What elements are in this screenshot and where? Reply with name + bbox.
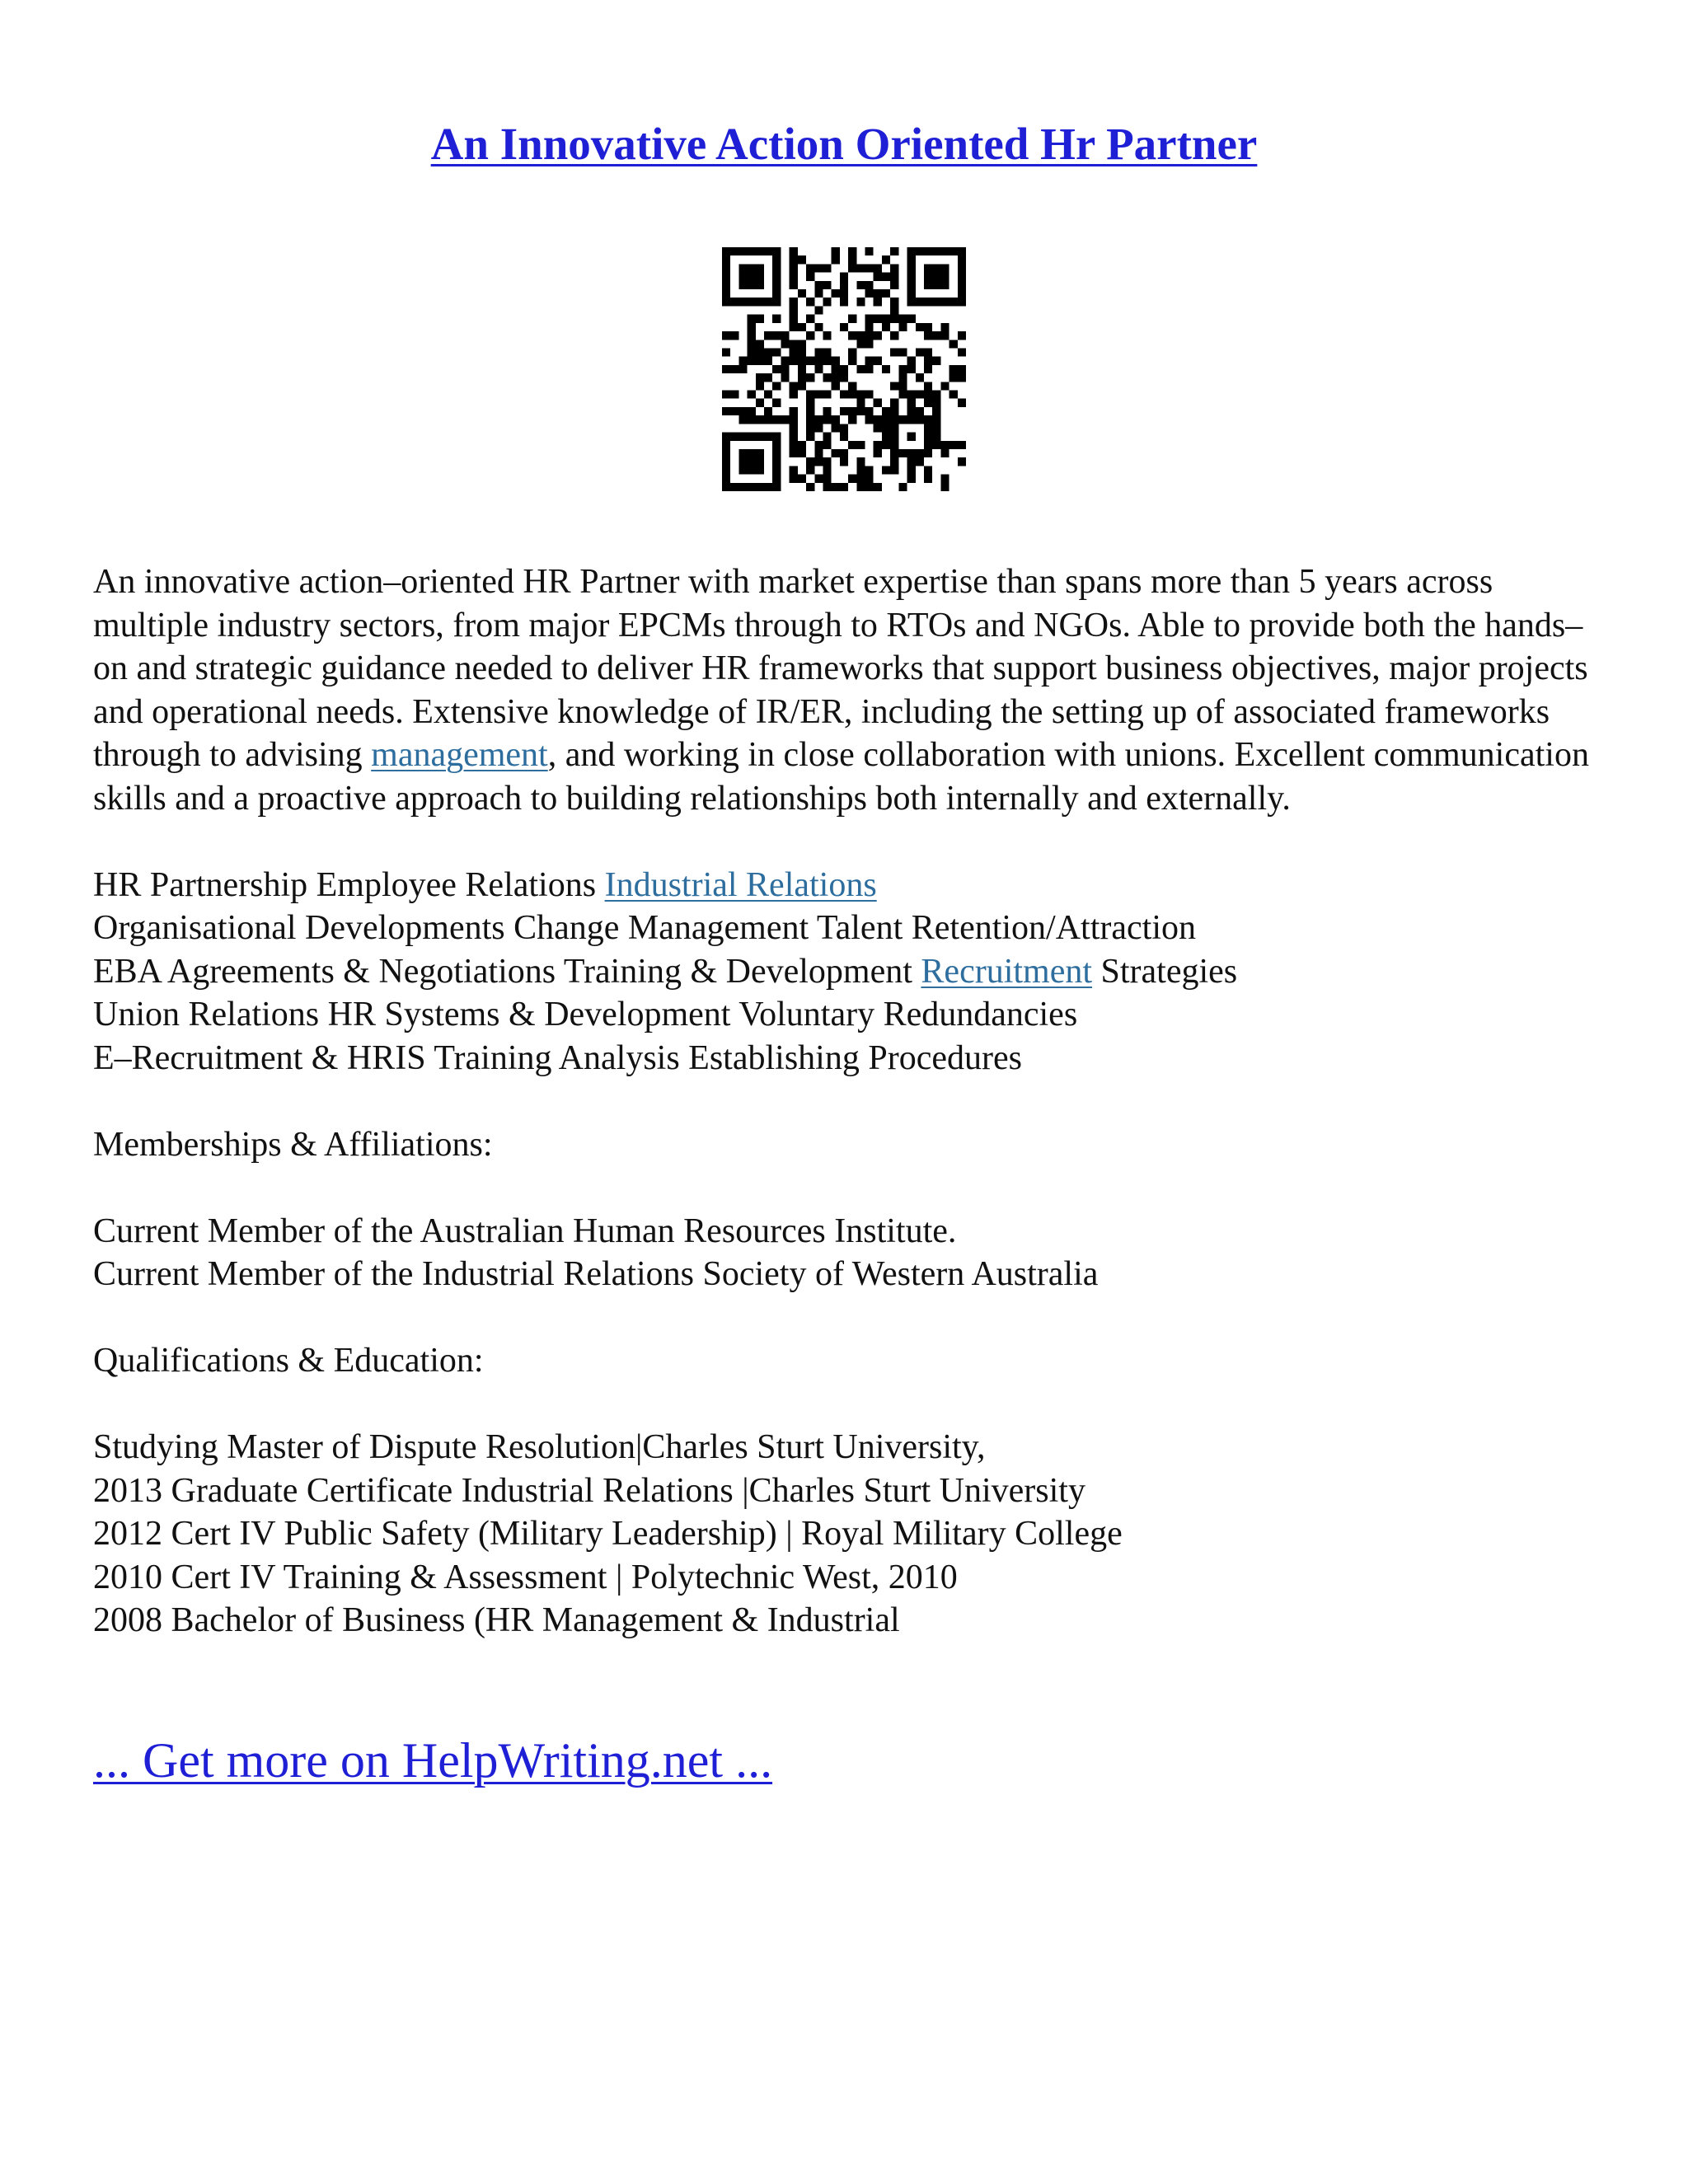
industrial-relations-link[interactable]: Industrial Relations	[604, 865, 877, 904]
skills-text-end: Strategies	[1092, 952, 1238, 991]
skills-line-2: Organisational Developments Change Management Talent Retention/Attraction	[93, 909, 1196, 947]
summary-text-end: , and working in close collaboration with unions. Excellent communication skills and a proactive approach to building relationships both internally and externally.	[93, 736, 1589, 818]
spacer	[93, 1166, 1601, 1210]
skills-line-5: E–Recruitment & HRIS Training Analysis Establishing Procedures	[93, 1038, 1022, 1077]
membership-item: Current Member of the Industrial Relations Society of Western Australia	[93, 1255, 1099, 1293]
qualification-item: 2013 Graduate Certificate Industrial Relations |Charles Sturt University	[93, 1471, 1085, 1510]
skills-text: HR Partnership Employee Relations	[93, 865, 605, 904]
document-body	[93, 560, 1601, 1643]
summary-text: An innovative action–oriented HR Partner with market expertise than spans more than 5 years across multiple industry sectors, from major EPCMs through to RTOs and NGOs. Able to provide both the hands–on and strategic guidance needed to deliver HR frameworks that support business objectives, major projects and operational needs. Extensive knowledge of IR/ER, including the setting up of associated frameworks through to advising	[93, 563, 1588, 774]
spacer	[93, 1080, 1601, 1123]
qr-code-icon	[722, 247, 966, 491]
qualification-item: Studying Master of Dispute Resolution|Charles Sturt University,	[93, 1428, 986, 1466]
skills-line-4: Union Relations HR Systems & Development Voluntary Redundancies	[93, 996, 1078, 1033]
management-link[interactable]: management	[371, 736, 548, 774]
page-title	[0, 115, 1688, 173]
more-link-line	[93, 1729, 772, 1792]
get-more-link[interactable]: ... Get more on HelpWriting.net ...	[93, 1733, 773, 1788]
membership-item: Current Member of the Australian Human Resources Institute.	[93, 1212, 957, 1250]
spacer	[93, 1383, 1601, 1427]
qualification-item: 2012 Cert IV Public Safety (Military Leadership) | Royal Military College	[93, 1515, 1123, 1553]
spacer	[93, 820, 1601, 864]
skills-text: EBA Agreements & Negotiations Training & Development	[93, 952, 921, 991]
qualifications-heading: Qualifications & Education:	[93, 1342, 484, 1380]
skills-line-1	[93, 864, 1601, 907]
summary-paragraph	[93, 560, 1601, 820]
skills-line-3	[93, 950, 1601, 994]
recruitment-link[interactable]: Recruitment	[921, 952, 1093, 991]
qualification-item: 2010 Cert IV Training & Assessment | Polytechnic West, 2010	[93, 1558, 958, 1596]
memberships-heading: Memberships & Affiliations:	[93, 1125, 493, 1164]
spacer	[93, 1296, 1601, 1340]
title-link[interactable]: An Innovative Action Oriented Hr Partner	[430, 119, 1258, 169]
qualification-item: 2008 Bachelor of Business (HR Management & Industrial	[93, 1601, 900, 1639]
